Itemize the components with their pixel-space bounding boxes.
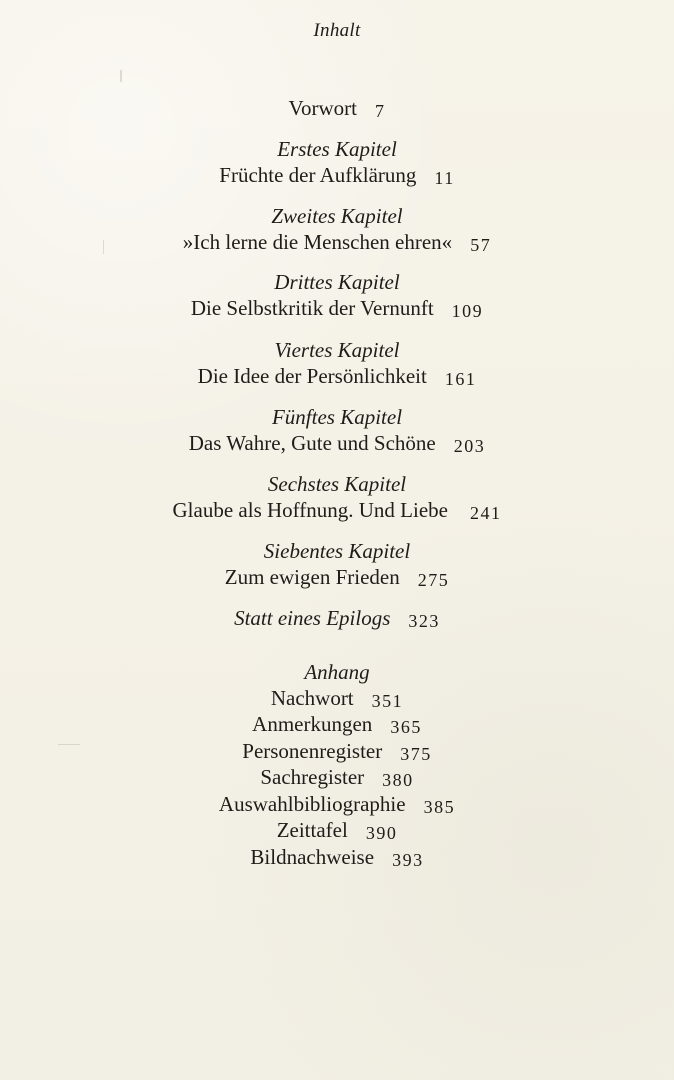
chapter-2-heading	[0, 206, 674, 227]
header-title: Inhalt	[313, 20, 361, 41]
chapter-4-entry	[0, 366, 674, 387]
chapter-5-heading	[0, 407, 674, 428]
chapter-4-page: 161	[444, 369, 477, 389]
anhang-item-page: 375	[400, 744, 432, 764]
chapter-5-entry	[0, 433, 674, 454]
chapter-6-heading	[0, 474, 674, 495]
chapter-7-title: Zum ewigen Frieden	[224, 565, 400, 589]
page-header	[0, 20, 674, 42]
anhang-item-page: 351	[371, 691, 404, 711]
anhang-item-label: Auswahlbibliographie	[218, 792, 406, 816]
paper-scratch	[103, 240, 104, 254]
chapter-1-entry	[0, 165, 674, 186]
chapter-7-kapitel: Siebentes Kapitel	[263, 539, 411, 563]
anhang-item-label: Personenregister	[242, 739, 383, 763]
anhang-item-label: Sachregister	[260, 765, 365, 789]
anhang-item	[0, 688, 674, 709]
chapter-5-page: 203	[453, 436, 486, 456]
anhang-item	[0, 794, 674, 815]
chapter-3-entry	[0, 298, 674, 319]
toc-vorwort	[0, 98, 674, 119]
chapter-3-title: Die Selbstkritik der Vernunft	[190, 296, 434, 320]
anhang-item-label: Zeittafel	[276, 818, 348, 842]
anhang-item-label: Nachwort	[270, 686, 354, 710]
chapter-6-page: 241	[469, 503, 502, 523]
chapter-5-title: Das Wahre, Gute und Schöne	[188, 431, 436, 455]
chapter-7-heading	[0, 541, 674, 562]
chapter-2-page: 57	[470, 235, 492, 255]
anhang-item	[0, 767, 674, 788]
epilog-label: Statt eines Epilogs	[234, 606, 391, 630]
chapter-6-entry	[0, 500, 674, 521]
vorwort-page: 7	[374, 101, 386, 121]
anhang-item	[0, 847, 674, 868]
chapter-3-kapitel: Drittes Kapitel	[274, 270, 400, 294]
paper-scratch	[58, 744, 80, 745]
anhang-label: Anhang	[304, 660, 370, 684]
chapter-1-heading	[0, 139, 674, 160]
paper-speck	[120, 70, 122, 82]
vorwort-label: Vorwort	[288, 96, 357, 120]
chapter-4-title: Die Idee der Persönlichkeit	[197, 364, 427, 388]
chapter-1-page: 11	[434, 168, 455, 188]
chapter-4-kapitel: Viertes Kapitel	[274, 338, 400, 362]
anhang-item-page: 390	[365, 823, 398, 843]
anhang-item-label: Anmerkungen	[252, 712, 373, 736]
chapter-7-entry	[0, 567, 674, 588]
anhang-item-page: 385	[423, 797, 456, 817]
anhang-item-label: Bildnachweise	[250, 845, 375, 869]
chapter-3-heading	[0, 272, 674, 293]
epilog-page: 323	[408, 611, 440, 631]
anhang-item	[0, 820, 674, 841]
anhang-item	[0, 741, 674, 762]
epilog-entry	[0, 608, 674, 629]
chapter-1-kapitel: Erstes Kapitel	[277, 137, 397, 161]
anhang-item	[0, 714, 674, 735]
chapter-4-heading	[0, 340, 674, 361]
chapter-1-title: Früchte der Aufklärung	[219, 163, 417, 187]
chapter-7-page: 275	[417, 570, 450, 590]
chapter-2-title: »Ich lerne die Menschen ehren«	[182, 230, 453, 254]
chapter-2-kapitel: Zweites Kapitel	[271, 204, 403, 228]
anhang-item-page: 380	[382, 770, 414, 790]
anhang-item-page: 365	[390, 717, 422, 737]
chapter-5-kapitel: Fünftes Kapitel	[271, 405, 403, 429]
anhang-heading	[0, 662, 674, 683]
chapter-3-page: 109	[451, 301, 484, 321]
chapter-2-entry	[0, 232, 674, 253]
chapter-6-kapitel: Sechstes Kapitel	[267, 472, 407, 496]
anhang-item-page: 393	[392, 850, 424, 870]
chapter-6-title: Glaube als Hoffnung. Und Liebe	[172, 498, 448, 522]
